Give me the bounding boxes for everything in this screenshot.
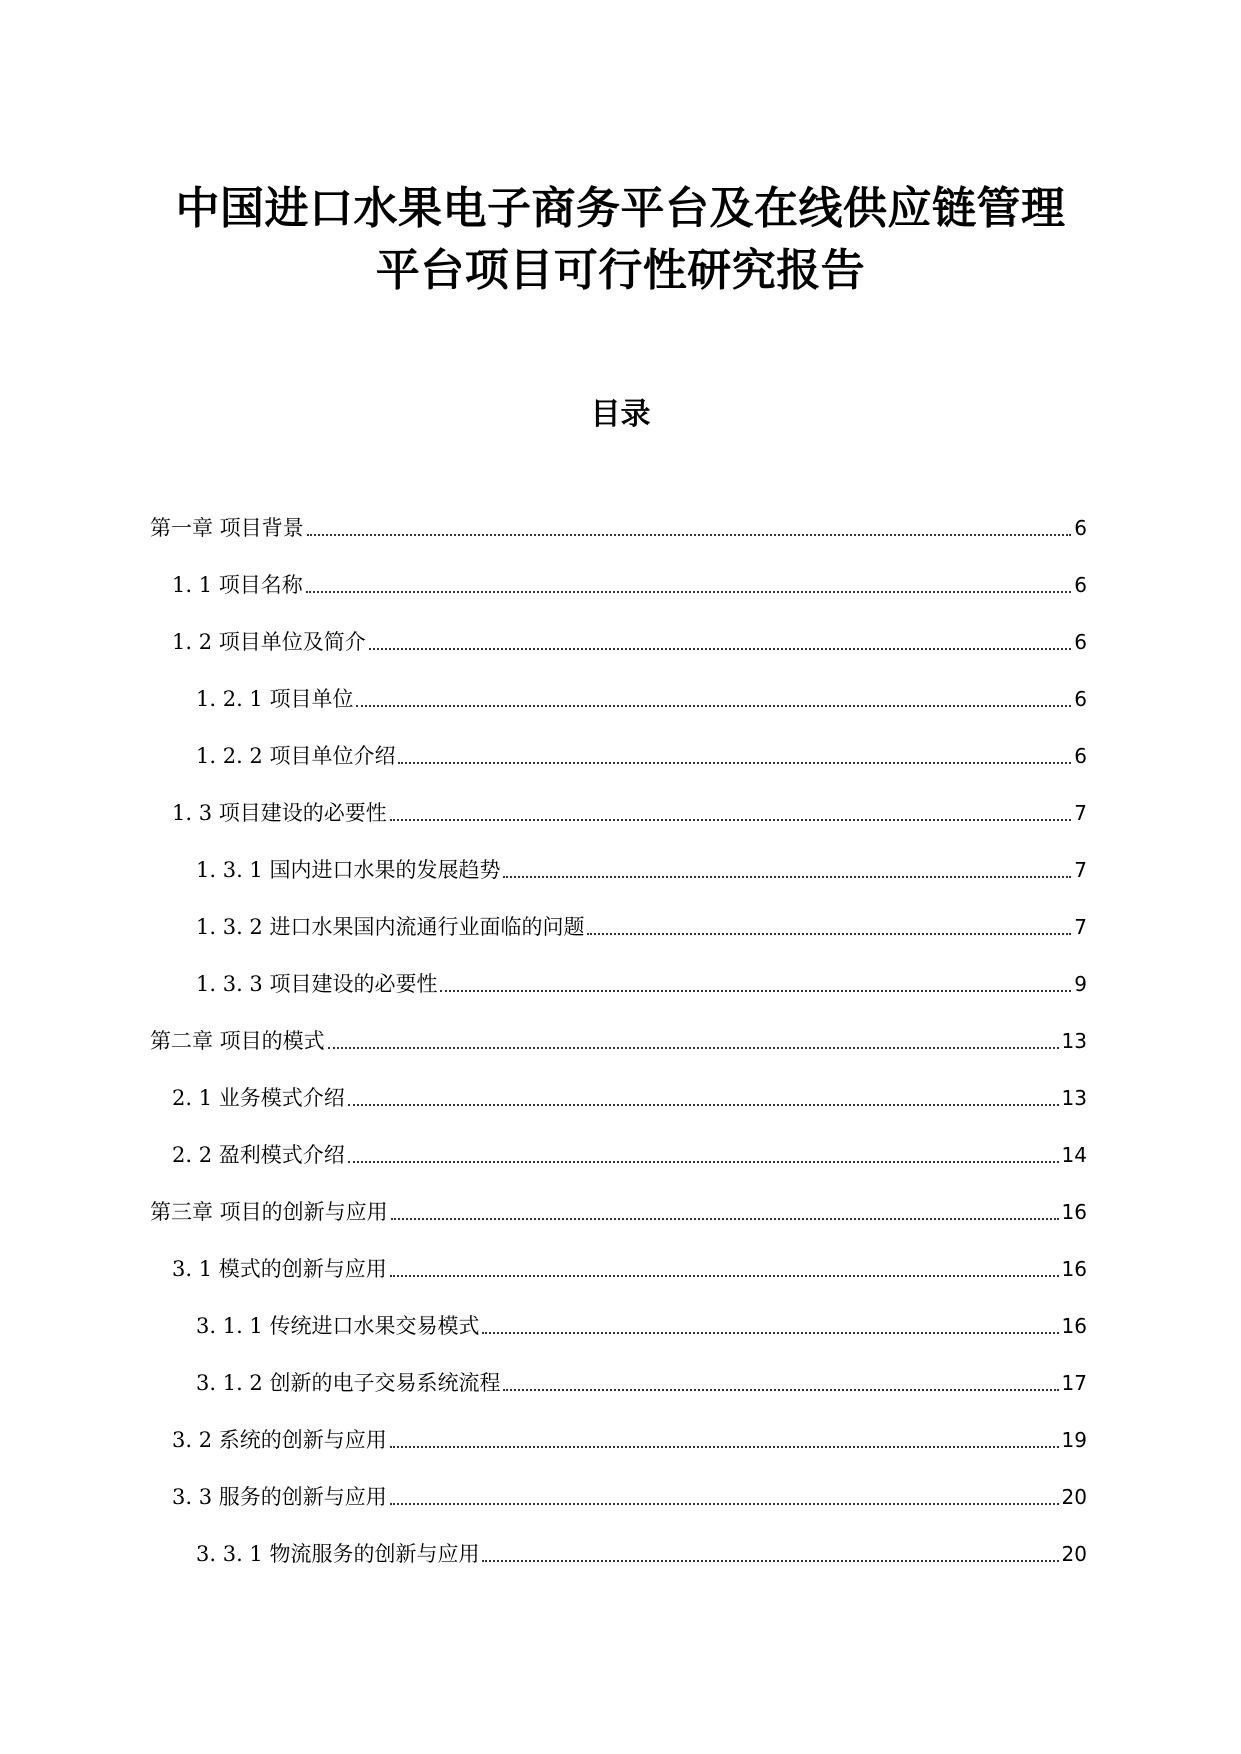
toc-dot-leader: [440, 968, 1071, 992]
toc-dot-leader: [390, 797, 1072, 821]
toc-entry[interactable]: [0, 911, 1241, 968]
toc-entry[interactable]: [0, 1538, 1241, 1595]
toc-dot-leader: [328, 1025, 1059, 1049]
toc-entry-title: 第三章 项目的创新与应用: [150, 1200, 388, 1224]
toc-page-number: 20: [1061, 1485, 1087, 1509]
toc-entry[interactable]: [0, 854, 1241, 911]
toc-entry-title: 3. 1 模式的创新与应用: [172, 1257, 387, 1281]
toc-entry[interactable]: [0, 1424, 1241, 1481]
toc-entry[interactable]: [0, 1481, 1241, 1538]
toc-entry-title: 3. 3 服务的创新与应用: [172, 1485, 387, 1509]
toc-dot-leader: [390, 1424, 1059, 1448]
toc-entry-title: 1. 1 项目名称: [172, 573, 303, 597]
toc-entry[interactable]: [0, 512, 1241, 569]
toc-page-number: 7: [1074, 915, 1087, 939]
toc-dot-leader: [482, 1310, 1058, 1334]
toc-page-number: 13: [1061, 1086, 1087, 1110]
toc-heading: 目录: [590, 397, 651, 432]
toc-entry[interactable]: [0, 569, 1241, 626]
toc-entry-title: 1. 2 项目单位及简介: [172, 630, 366, 654]
table-of-contents: [0, 512, 1241, 1595]
toc-dot-leader: [390, 1481, 1059, 1505]
toc-page-number: 9: [1074, 972, 1087, 996]
toc-page-number: 7: [1074, 858, 1087, 882]
toc-dot-leader: [503, 1367, 1058, 1391]
toc-page-number: 6: [1074, 630, 1087, 654]
toc-entry-title: 1. 3. 2 进口水果国内流通行业面临的问题: [196, 915, 585, 939]
toc-page-number: 16: [1061, 1314, 1087, 1338]
document-title-line-1: 中国进口水果电子商务平台及在线供应链管理: [175, 183, 1066, 234]
toc-page-number: 13: [1061, 1029, 1087, 1053]
toc-entry-title: 3. 1. 2 创新的电子交易系统流程: [196, 1371, 501, 1395]
toc-dot-leader: [356, 683, 1071, 707]
toc-entry-title: 第二章 项目的模式: [150, 1029, 325, 1053]
toc-entry[interactable]: [0, 797, 1241, 854]
toc-entry-title: 1. 2. 1 项目单位: [196, 687, 354, 711]
toc-page-number: 20: [1061, 1542, 1087, 1566]
toc-page-number: 6: [1074, 516, 1087, 540]
toc-entry-title: 3. 2 系统的创新与应用: [172, 1428, 387, 1452]
toc-entry-title: 1. 2. 2 项目单位介绍: [196, 744, 396, 768]
toc-dot-leader: [390, 1253, 1059, 1277]
toc-entry-title: 2. 1 业务模式介绍: [172, 1086, 345, 1110]
toc-page-number: 14: [1061, 1143, 1087, 1167]
toc-dot-leader: [306, 569, 1072, 593]
toc-dot-leader: [482, 1538, 1058, 1562]
toc-page-number: 16: [1061, 1200, 1087, 1224]
toc-entry[interactable]: [0, 968, 1241, 1025]
toc-dot-leader: [503, 854, 1071, 878]
toc-entry[interactable]: [0, 1196, 1241, 1253]
toc-entry[interactable]: [0, 1025, 1241, 1082]
toc-entry[interactable]: [0, 1310, 1241, 1367]
toc-entry-title: 第一章 项目背景: [150, 516, 304, 540]
toc-entry-title: 2. 2 盈利模式介绍: [172, 1143, 345, 1167]
toc-entry[interactable]: [0, 1367, 1241, 1424]
toc-entry[interactable]: [0, 683, 1241, 740]
toc-entry-title: 3. 1. 1 传统进口水果交易模式: [196, 1314, 480, 1338]
toc-entry[interactable]: [0, 1082, 1241, 1139]
toc-entry[interactable]: [0, 626, 1241, 683]
toc-dot-leader: [348, 1082, 1059, 1106]
toc-page-number: 6: [1074, 687, 1087, 711]
document-title-line-2: 平台项目可行性研究报告: [375, 245, 866, 296]
toc-page-number: 17: [1061, 1371, 1087, 1395]
toc-page-number: 7: [1074, 801, 1087, 825]
toc-entry[interactable]: [0, 1139, 1241, 1196]
toc-dot-leader: [587, 911, 1071, 935]
toc-dot-leader: [398, 740, 1071, 764]
toc-page-number: 19: [1061, 1428, 1087, 1452]
document-title: [0, 178, 1241, 302]
toc-page-number: 6: [1074, 744, 1087, 768]
toc-page-number: 16: [1061, 1257, 1087, 1281]
toc-entry[interactable]: [0, 740, 1241, 797]
toc-page-number: 6: [1074, 573, 1087, 597]
toc-entry-title: 3. 3. 1 物流服务的创新与应用: [196, 1542, 480, 1566]
toc-entry-title: 1. 3. 1 国内进口水果的发展趋势: [196, 858, 501, 882]
toc-dot-leader: [369, 626, 1072, 650]
toc-dot-leader: [391, 1196, 1059, 1220]
toc-entry-title: 1. 3 项目建设的必要性: [172, 801, 387, 825]
toc-dot-leader: [348, 1139, 1059, 1163]
toc-entry[interactable]: [0, 1253, 1241, 1310]
toc-dot-leader: [307, 512, 1072, 536]
toc-entry-title: 1. 3. 3 项目建设的必要性: [196, 972, 438, 996]
